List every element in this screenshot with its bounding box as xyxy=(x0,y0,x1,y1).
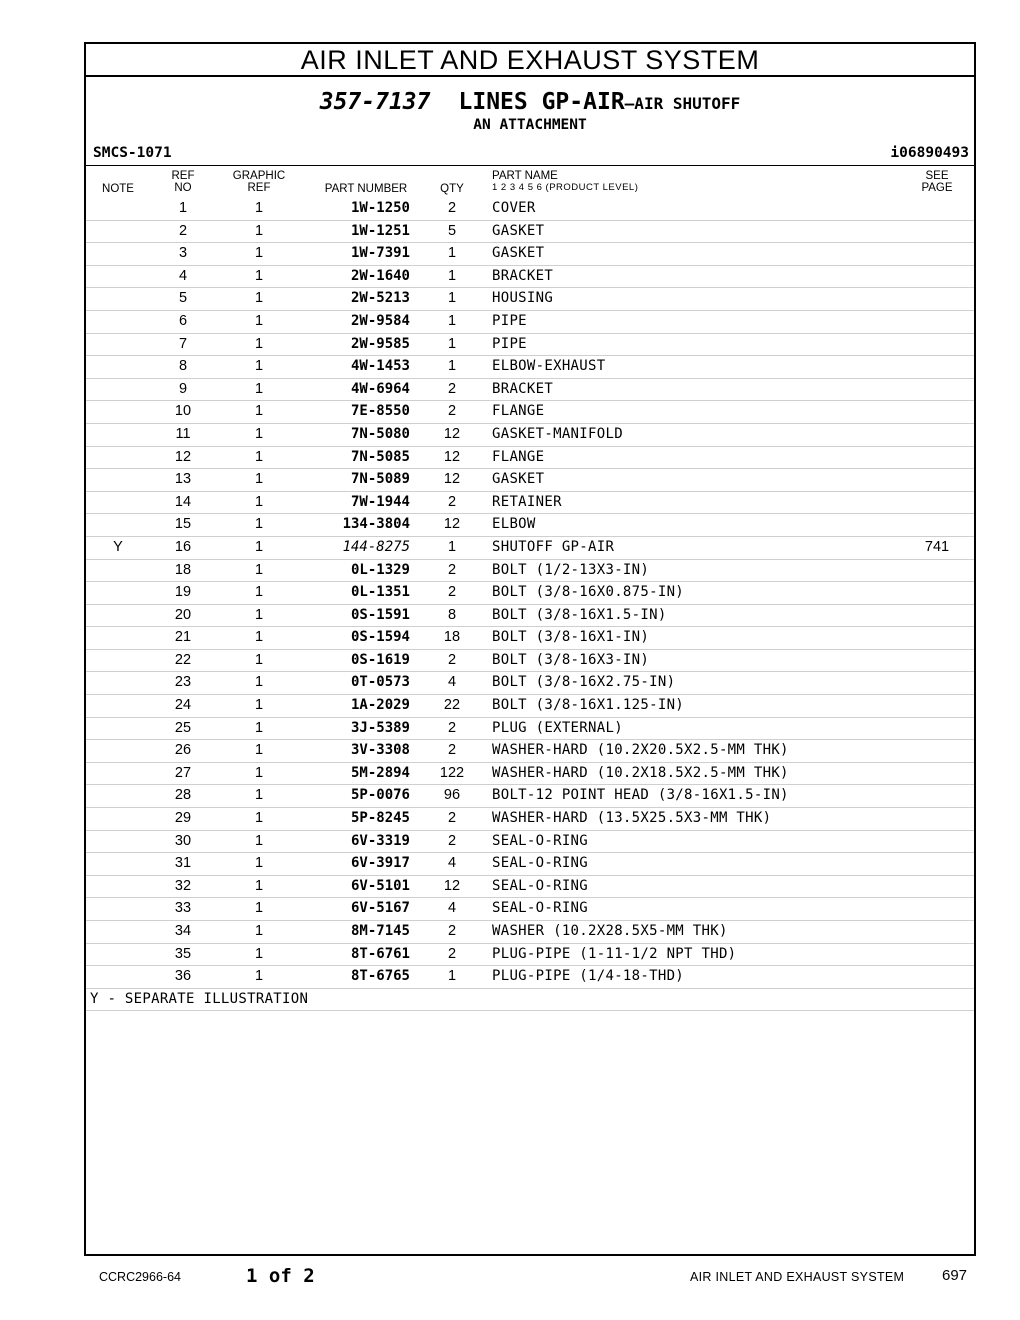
see-page-cell: 741 xyxy=(924,538,950,555)
col-part-number: PART NUMBER xyxy=(324,183,408,195)
part-number-cell: 6V-5167 xyxy=(350,900,410,917)
table-row xyxy=(86,672,974,695)
part-name-cell: GASKET xyxy=(492,222,545,239)
part-number-cell: 4W-6964 xyxy=(350,380,410,397)
table-row xyxy=(86,740,974,763)
part-number-cell: 1A-2029 xyxy=(350,697,410,714)
ref-no-cell: 35 xyxy=(174,945,192,962)
ref-no-cell: 27 xyxy=(174,764,192,781)
table-row xyxy=(86,447,974,470)
ref-no-cell: 13 xyxy=(174,471,192,488)
part-name-cell: RETAINER xyxy=(492,493,562,510)
graphic-ref-cell: 1 xyxy=(254,832,264,849)
qty-cell: 12 xyxy=(443,471,461,488)
table-row xyxy=(86,469,974,492)
graphic-ref-cell: 1 xyxy=(254,629,264,646)
note-cell: Y xyxy=(113,538,123,555)
ref-no-cell: 21 xyxy=(174,629,192,646)
graphic-ref-cell: 1 xyxy=(254,923,264,939)
graphic-ref-cell: 1 xyxy=(254,651,264,668)
part-number-cell: 7N-5085 xyxy=(350,448,410,465)
col-ref-no xyxy=(160,170,206,194)
illustration-id: i06890493 xyxy=(890,145,969,161)
qty-cell: 1 xyxy=(447,358,457,375)
ref-no-cell: 22 xyxy=(174,651,192,668)
graphic-ref-cell: 1 xyxy=(254,787,264,804)
ref-no-cell: 4 xyxy=(178,267,188,284)
part-number-cell: 0T-0573 xyxy=(350,674,410,691)
ref-no-cell: 2 xyxy=(178,222,188,239)
part-number-cell: 6V-5101 xyxy=(350,877,410,894)
footer-page-number: 697 xyxy=(942,1267,968,1284)
graphic-ref-cell: 1 xyxy=(254,606,264,623)
part-number-cell: 2W-9585 xyxy=(350,335,410,352)
ref-no-cell: 24 xyxy=(174,697,192,714)
ref-no-cell: 32 xyxy=(174,877,192,894)
qty-cell: 5 xyxy=(447,222,457,239)
part-name-cell: FLANGE xyxy=(492,448,545,465)
col-product-level: 1 2 3 4 5 6 (PRODUCT LEVEL) xyxy=(492,182,639,193)
qty-cell: 12 xyxy=(443,516,461,533)
part-number-cell: 2W-9584 xyxy=(350,312,410,329)
table-row xyxy=(86,311,974,334)
part-name-cell: GASKET-MANIFOLD xyxy=(492,425,623,442)
part-number-cell: 2W-5213 xyxy=(350,290,410,307)
graphic-ref-cell: 1 xyxy=(254,471,264,488)
table-row xyxy=(86,582,974,605)
qty-cell: 2 xyxy=(447,200,457,216)
section-title: AIR INLET AND EXHAUST SYSTEM xyxy=(86,44,974,77)
graphic-ref-cell: 1 xyxy=(254,245,264,262)
part-name-cell: GASKET xyxy=(492,245,545,262)
qty-cell: 2 xyxy=(447,742,457,759)
group-header xyxy=(86,77,974,165)
graphic-ref-cell: 1 xyxy=(254,900,264,917)
table-row xyxy=(86,266,974,289)
part-number-cell: 1W-1251 xyxy=(350,222,410,239)
part-number-cell: 8T-6765 xyxy=(350,968,410,985)
part-number-cell: 4W-1453 xyxy=(350,358,410,375)
table-row xyxy=(86,898,974,921)
ref-no-cell: 16 xyxy=(174,538,192,555)
graphic-ref-cell: 1 xyxy=(254,561,264,578)
table-row xyxy=(86,785,974,808)
footer-section-title: AIR INLET AND EXHAUST SYSTEM xyxy=(690,1270,905,1284)
part-number-cell: 0L-1329 xyxy=(350,561,410,578)
table-row xyxy=(86,560,974,583)
ref-no-cell: 12 xyxy=(174,448,192,465)
group-subtitle: AN ATTACHMENT xyxy=(473,117,587,133)
qty-cell: 2 xyxy=(447,493,457,510)
ref-no-cell: 3 xyxy=(178,245,188,262)
table-row xyxy=(86,605,974,628)
ref-no-cell: 6 xyxy=(178,312,188,329)
part-number-cell: 7E-8550 xyxy=(350,403,410,420)
graphic-ref-cell: 1 xyxy=(254,516,264,533)
table-row xyxy=(86,537,974,560)
ref-no-cell: 25 xyxy=(174,719,192,736)
qty-cell: 1 xyxy=(447,538,457,555)
ref-no-cell: 36 xyxy=(174,968,192,985)
table-row xyxy=(86,650,974,673)
graphic-ref-cell: 1 xyxy=(254,538,264,555)
part-name-cell: PIPE xyxy=(492,312,527,329)
table-row xyxy=(86,718,974,741)
footer-doc-id: CCRC2966-64 xyxy=(99,1270,181,1284)
table-row xyxy=(86,763,974,786)
part-name-cell: WASHER-HARD (10.2X20.5X2.5-MM THK) xyxy=(492,742,789,759)
table-row xyxy=(86,808,974,831)
ref-no-cell: 9 xyxy=(178,380,188,397)
qty-cell: 122 xyxy=(439,764,465,781)
graphic-ref-cell: 1 xyxy=(254,584,264,601)
graphic-ref-cell: 1 xyxy=(254,855,264,872)
part-name-cell: ELBOW xyxy=(492,516,536,533)
part-name-cell: BOLT (3/8-16X0.875-IN) xyxy=(492,584,685,601)
part-number-cell: 8M-7145 xyxy=(350,923,410,939)
qty-cell: 12 xyxy=(443,425,461,442)
qty-cell: 2 xyxy=(447,380,457,397)
graphic-ref-cell: 1 xyxy=(254,810,264,827)
table-row xyxy=(86,288,974,311)
qty-cell: 4 xyxy=(447,674,457,691)
table-row xyxy=(86,831,974,854)
ref-no-cell: 28 xyxy=(174,787,192,804)
part-number-cell: 1W-1250 xyxy=(350,200,410,216)
col-part-name-line1: PART NAME xyxy=(492,170,558,182)
table-row xyxy=(86,921,974,944)
table-row xyxy=(86,401,974,424)
part-number-cell: 1W-7391 xyxy=(350,245,410,262)
part-name-cell: BOLT (3/8-16X2.75-IN) xyxy=(492,674,676,691)
part-name-cell: BOLT (3/8-16X1-IN) xyxy=(492,629,650,646)
ref-no-cell: 11 xyxy=(175,425,191,442)
qty-cell: 1 xyxy=(447,245,457,262)
qty-cell: 8 xyxy=(447,606,457,623)
table-row xyxy=(86,876,974,899)
part-number-cell: 0S-1591 xyxy=(350,606,410,623)
qty-cell: 12 xyxy=(443,448,461,465)
part-number-cell: 6V-3319 xyxy=(350,832,410,849)
qty-cell: 2 xyxy=(447,832,457,849)
group-title xyxy=(86,89,974,115)
part-number-cell: 7N-5080 xyxy=(350,425,410,442)
graphic-ref-cell: 1 xyxy=(254,877,264,894)
table-row xyxy=(86,695,974,718)
table-row xyxy=(86,334,974,357)
graphic-ref-cell: 1 xyxy=(254,742,264,759)
qty-cell: 2 xyxy=(447,584,457,601)
qty-cell: 2 xyxy=(447,403,457,420)
col-ref-no-line1: REF xyxy=(171,170,195,182)
graphic-ref-cell: 1 xyxy=(254,380,264,397)
part-name-cell: WASHER-HARD (13.5X25.5X3-MM THK) xyxy=(492,810,772,827)
col-ref-no-line2: NO xyxy=(174,182,192,194)
qty-cell: 2 xyxy=(447,561,457,578)
ref-no-cell: 23 xyxy=(174,674,192,691)
col-graphic-ref-line1: GRAPHIC xyxy=(232,170,286,182)
part-name-cell: WASHER (10.2X28.5X5-MM THK) xyxy=(492,923,728,939)
qty-cell: 12 xyxy=(443,877,461,894)
part-number-cell: 7N-5089 xyxy=(350,471,410,488)
table-row xyxy=(86,514,974,537)
table-row xyxy=(86,966,974,989)
table-row xyxy=(86,944,974,967)
part-number-cell: 5P-8245 xyxy=(350,810,410,827)
col-graphic-ref-line2: REF xyxy=(247,182,271,194)
part-name-cell: BOLT-12 POINT HEAD (3/8-16X1.5-IN) xyxy=(492,787,789,804)
ref-no-cell: 10 xyxy=(174,403,192,420)
graphic-ref-cell: 1 xyxy=(254,719,264,736)
qty-cell: 2 xyxy=(447,945,457,962)
part-name-cell: PLUG-PIPE (1-11-1/2 NPT THD) xyxy=(492,945,737,962)
qty-cell: 96 xyxy=(443,787,461,804)
part-name-cell: HOUSING xyxy=(492,290,554,307)
graphic-ref-cell: 1 xyxy=(254,290,264,307)
part-name-cell: PLUG-PIPE (1/4-18-THD) xyxy=(492,968,685,985)
col-note: NOTE xyxy=(102,183,134,195)
ref-no-cell: 31 xyxy=(174,855,192,872)
col-qty: QTY xyxy=(440,183,464,195)
part-name-cell: ELBOW-EXHAUST xyxy=(492,358,606,375)
qty-cell: 1 xyxy=(447,968,457,985)
part-name-cell: PLUG (EXTERNAL) xyxy=(492,719,623,736)
table-row xyxy=(86,379,974,402)
part-number-cell: 5M-2894 xyxy=(350,764,410,781)
smcs-code: SMCS-1071 xyxy=(93,145,172,161)
part-name-cell: BRACKET xyxy=(492,267,554,284)
part-number-cell: 7W-1944 xyxy=(350,493,410,510)
part-name-cell: BRACKET xyxy=(492,380,554,397)
qty-cell: 1 xyxy=(447,335,457,352)
part-number-cell: 8T-6761 xyxy=(350,945,410,962)
part-name-cell: WASHER-HARD (10.2X18.5X2.5-MM THK) xyxy=(492,764,789,781)
table-row xyxy=(86,356,974,379)
legend-note: Y - SEPARATE ILLUSTRATION xyxy=(86,989,974,1012)
part-name-cell: BOLT (1/2-13X3-IN) xyxy=(492,561,650,578)
part-number-cell: 0S-1619 xyxy=(350,651,410,668)
graphic-ref-cell: 1 xyxy=(254,697,264,714)
part-name-cell: SEAL-O-RING xyxy=(492,877,589,894)
part-number-cell: 134-3804 xyxy=(342,516,410,533)
part-name-cell: BOLT (3/8-16X3-IN) xyxy=(492,651,650,668)
ref-no-cell: 33 xyxy=(174,900,192,917)
ref-no-cell: 15 xyxy=(174,516,192,533)
part-name-cell: SEAL-O-RING xyxy=(492,832,589,849)
part-name-cell: SEAL-O-RING xyxy=(492,855,589,872)
qty-cell: 1 xyxy=(447,290,457,307)
col-part-name xyxy=(492,170,792,194)
ref-no-cell: 14 xyxy=(174,493,192,510)
ref-no-cell: 7 xyxy=(178,335,188,352)
part-name-cell: BOLT (3/8-16X1.125-IN) xyxy=(492,697,685,714)
part-name-cell: PIPE xyxy=(492,335,527,352)
table-row xyxy=(86,221,974,244)
ref-no-cell: 34 xyxy=(174,923,192,939)
ref-no-cell: 18 xyxy=(174,561,192,578)
part-number-cell: 0L-1351 xyxy=(350,584,410,601)
group-name: LINES GP-AIR xyxy=(458,89,625,115)
table-row xyxy=(86,243,974,266)
parts-table-body xyxy=(86,198,974,989)
column-header xyxy=(86,165,974,198)
graphic-ref-cell: 1 xyxy=(254,493,264,510)
part-name-cell: FLANGE xyxy=(492,403,545,420)
graphic-ref-cell: 1 xyxy=(254,764,264,781)
graphic-ref-cell: 1 xyxy=(254,403,264,420)
ref-no-cell: 5 xyxy=(178,290,188,307)
group-name-suffix: —AIR SHUTOFF xyxy=(624,94,741,113)
part-number-cell: 6V-3917 xyxy=(350,855,410,872)
part-number-cell: 2W-1640 xyxy=(350,267,410,284)
graphic-ref-cell: 1 xyxy=(254,448,264,465)
ref-no-cell: 29 xyxy=(174,810,192,827)
table-row xyxy=(86,424,974,447)
graphic-ref-cell: 1 xyxy=(254,222,264,239)
graphic-ref-cell: 1 xyxy=(254,945,264,962)
ref-no-cell: 1 xyxy=(178,200,188,216)
col-graphic-ref xyxy=(226,170,292,194)
table-row xyxy=(86,627,974,650)
qty-cell: 2 xyxy=(447,719,457,736)
ref-no-cell: 20 xyxy=(174,606,192,623)
qty-cell: 1 xyxy=(447,267,457,284)
ref-no-cell: 19 xyxy=(174,584,192,601)
part-name-cell: SHUTOFF GP-AIR xyxy=(492,538,615,555)
group-number: 357-7137 xyxy=(319,89,431,115)
ref-no-cell: 26 xyxy=(174,742,192,759)
col-see-page-line2: PAGE xyxy=(921,182,953,194)
qty-cell: 1 xyxy=(447,312,457,329)
part-number-cell: 144-8275 xyxy=(342,538,410,555)
table-row xyxy=(86,492,974,515)
graphic-ref-cell: 1 xyxy=(254,968,264,985)
graphic-ref-cell: 1 xyxy=(254,335,264,352)
qty-cell: 2 xyxy=(447,923,457,939)
footer-page-count: 1 of 2 xyxy=(246,1265,315,1287)
qty-cell: 2 xyxy=(447,810,457,827)
table-row xyxy=(86,198,974,221)
graphic-ref-cell: 1 xyxy=(254,200,264,216)
qty-cell: 18 xyxy=(443,629,461,646)
parts-list-frame xyxy=(84,42,976,1256)
part-number-cell: 3V-3308 xyxy=(350,742,410,759)
part-name-cell: BOLT (3/8-16X1.5-IN) xyxy=(492,606,667,623)
table-row xyxy=(86,853,974,876)
part-name-cell: GASKET xyxy=(492,471,545,488)
part-number-cell: 3J-5389 xyxy=(350,719,410,736)
graphic-ref-cell: 1 xyxy=(254,425,264,442)
graphic-ref-cell: 1 xyxy=(254,358,264,375)
graphic-ref-cell: 1 xyxy=(254,674,264,691)
qty-cell: 4 xyxy=(447,900,457,917)
part-number-cell: 5P-0076 xyxy=(350,787,410,804)
part-name-cell: COVER xyxy=(492,200,536,216)
qty-cell: 4 xyxy=(447,855,457,872)
graphic-ref-cell: 1 xyxy=(254,267,264,284)
qty-cell: 22 xyxy=(443,697,461,714)
ref-no-cell: 30 xyxy=(174,832,192,849)
ref-no-cell: 8 xyxy=(178,358,188,375)
col-see-page xyxy=(912,170,962,194)
col-see-page-line1: SEE xyxy=(925,170,949,182)
part-number-cell: 0S-1594 xyxy=(350,629,410,646)
graphic-ref-cell: 1 xyxy=(254,312,264,329)
part-name-cell: SEAL-O-RING xyxy=(492,900,589,917)
qty-cell: 2 xyxy=(447,651,457,668)
